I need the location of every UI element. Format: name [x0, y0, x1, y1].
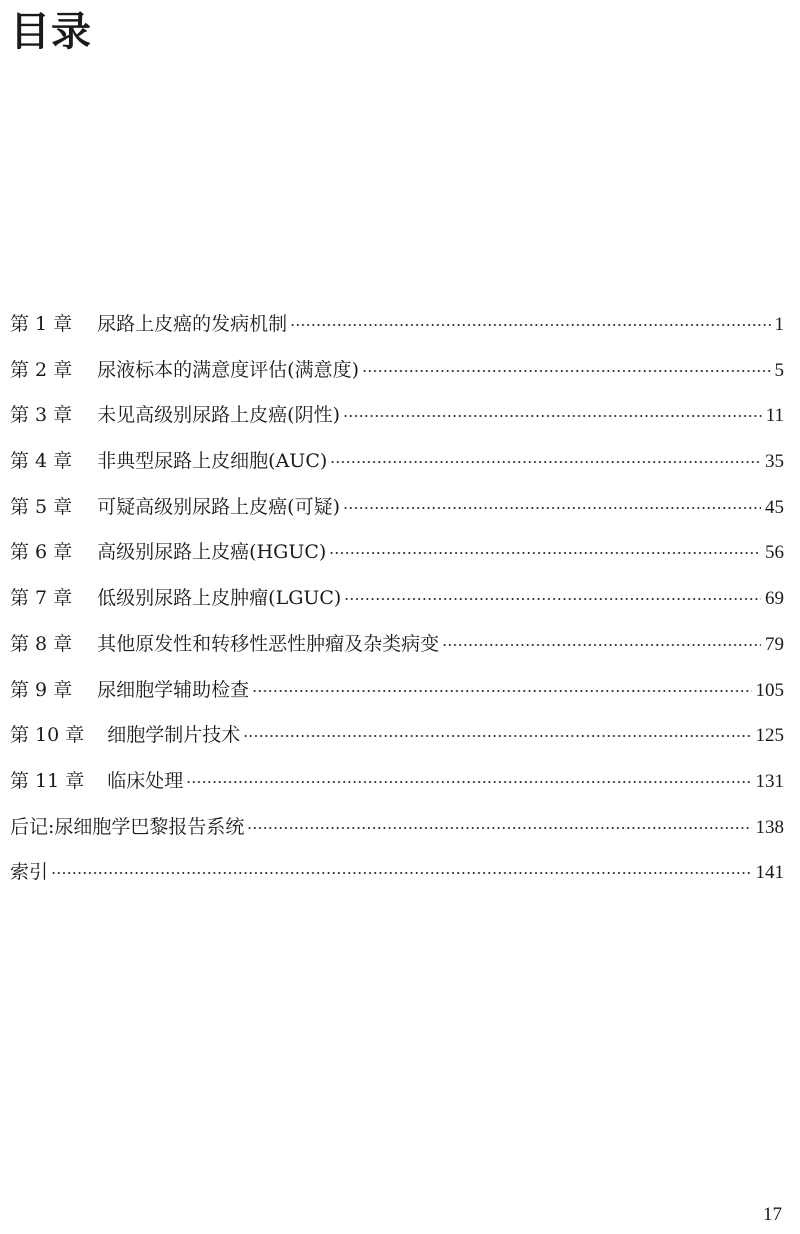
chapter-number: 第 3 章 — [10, 404, 73, 427]
chapter-title: 可疑高级别尿路上皮癌(可疑) — [97, 495, 340, 518]
table-of-contents — [10, 302, 784, 896]
page-title: 目录 — [10, 9, 92, 55]
page-number: 125 — [755, 725, 784, 747]
page-number: 138 — [755, 816, 784, 838]
page-number: 5 — [774, 359, 784, 381]
chapter-number: 第 7 章 — [10, 587, 73, 610]
toc-entry-index[interactable] — [10, 850, 784, 896]
chapter-number: 第 1 章 — [10, 313, 73, 335]
chapter-title: 高级别尿路上皮癌(HGUC) — [97, 541, 327, 564]
chapter-number: 第 11 章 — [10, 769, 85, 792]
toc-entry-chapter-8[interactable] — [10, 622, 784, 668]
page-number: 35 — [765, 451, 784, 473]
chapter-title: 尿液标本的满意度评估(满意度) — [97, 358, 359, 381]
page-number: 56 — [765, 542, 784, 564]
toc-entry-chapter-3[interactable] — [10, 393, 784, 439]
toc-entry-chapter-5[interactable] — [10, 485, 784, 531]
toc-entry-chapter-7[interactable] — [10, 576, 784, 622]
chapter-title: 后记:尿细胞学巴黎报告系统 — [10, 815, 245, 838]
page-number: 45 — [765, 496, 784, 518]
dot-leader — [247, 826, 751, 830]
dot-leader — [330, 460, 761, 464]
toc-entry-chapter-1[interactable] — [10, 302, 784, 348]
chapter-title: 未见高级别尿路上皮癌(阴性) — [97, 404, 340, 427]
page-number: 141 — [755, 862, 784, 884]
page-number: 1 — [774, 314, 784, 335]
toc-entry-chapter-2[interactable] — [10, 348, 784, 394]
chapter-title: 细胞学制片技术 — [107, 724, 241, 747]
page-number: 11 — [765, 405, 784, 427]
page-number: 131 — [755, 770, 784, 792]
dot-leader — [343, 414, 762, 418]
toc-entry-chapter-9[interactable] — [10, 668, 784, 714]
chapter-number: 第 5 章 — [10, 495, 73, 518]
dot-leader — [186, 780, 751, 784]
toc-entry-chapter-4[interactable] — [10, 439, 784, 485]
chapter-title: 尿路上皮癌的发病机制 — [97, 313, 288, 335]
dot-leader — [329, 551, 761, 555]
toc-entry-chapter-6[interactable] — [10, 530, 784, 576]
page-number: 79 — [765, 633, 784, 655]
dot-leader — [344, 597, 761, 601]
dot-leader — [51, 871, 751, 875]
chapter-number: 第 9 章 — [10, 678, 73, 701]
dot-leader — [252, 689, 751, 693]
page-folio: 17 — [763, 1204, 782, 1225]
chapter-title: 尿细胞学辅助检查 — [97, 678, 250, 701]
dot-leader — [343, 506, 761, 510]
chapter-title: 低级别尿路上皮肿瘤(LGUC) — [97, 587, 342, 610]
chapter-number: 第 10 章 — [10, 724, 85, 747]
dot-leader — [362, 369, 771, 373]
chapter-title: 其他原发性和转移性恶性肿瘤及杂类病变 — [97, 632, 440, 655]
toc-entry-chapter-10[interactable] — [10, 713, 784, 759]
chapter-number: 第 4 章 — [10, 450, 73, 473]
chapter-title: 索引 — [10, 861, 49, 884]
toc-entry-afterword[interactable] — [10, 805, 784, 851]
chapter-title: 非典型尿路上皮细胞(AUC) — [97, 450, 328, 473]
chapter-number: 第 8 章 — [10, 632, 73, 655]
chapter-title: 临床处理 — [107, 769, 184, 792]
dot-leader — [243, 734, 751, 738]
chapter-number: 第 6 章 — [10, 541, 73, 564]
page-number: 105 — [755, 679, 784, 701]
dot-leader — [290, 323, 770, 327]
chapter-number: 第 2 章 — [10, 358, 73, 381]
toc-entry-chapter-11[interactable] — [10, 759, 784, 805]
page-number: 69 — [765, 588, 784, 610]
dot-leader — [442, 643, 761, 647]
